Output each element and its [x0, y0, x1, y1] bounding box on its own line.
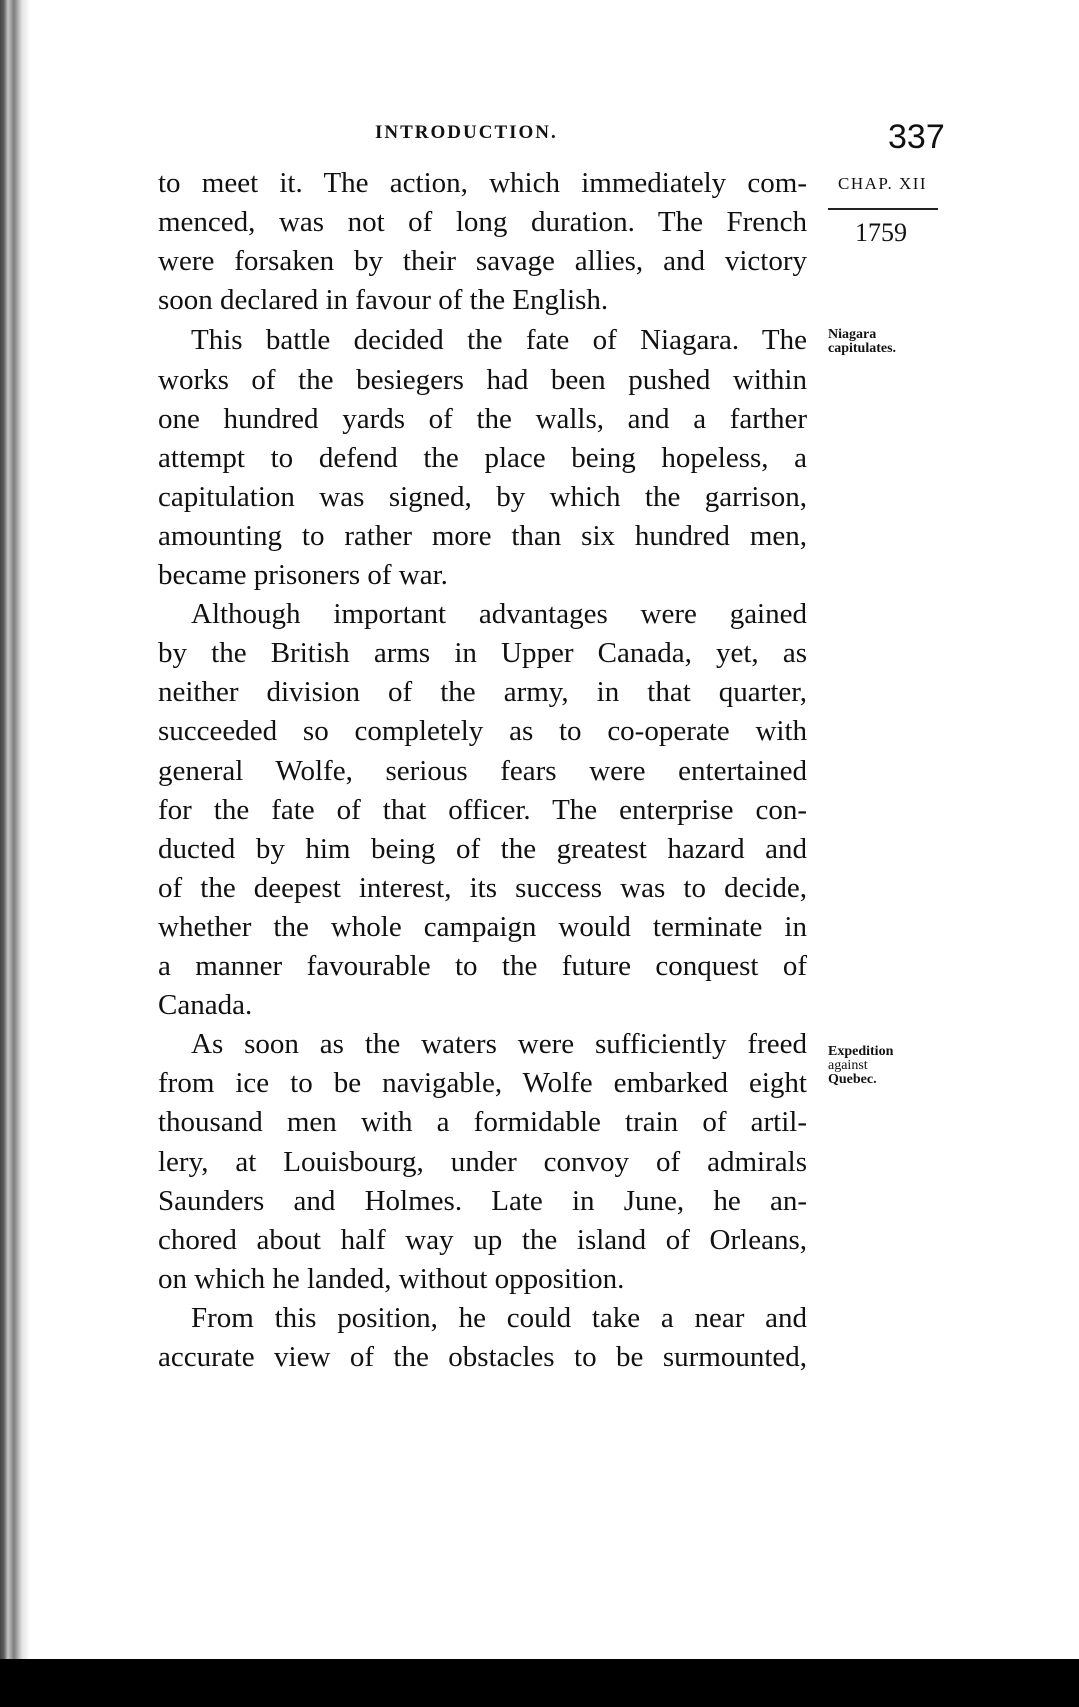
text-line: were forsaken by their savage allies, and victory: [158, 245, 807, 278]
margin-note-niagara: [828, 328, 896, 356]
text-line: Saunders and Holmes. Late in June, he an-: [158, 1184, 807, 1217]
chapter-label: CHAP. XII: [838, 174, 928, 193]
text-line: by the British arms in Upper Canada, yet, as: [158, 637, 807, 670]
margin-note-line: capitulates.: [828, 341, 897, 356]
text-line: Canada.: [158, 989, 253, 1022]
text-line: capitulation was signed, by which the garrison,: [158, 480, 807, 513]
running-title: INTRODUCTION.: [375, 122, 558, 143]
text-line: This battle decided the fate of Niagara. The: [191, 324, 807, 357]
text-line: neither division of the army, in that quarter,: [158, 676, 807, 709]
text-line: lery, at Louisbourg, under convoy of admirals: [158, 1145, 807, 1178]
text-line: became prisoners of war.: [158, 559, 448, 591]
text-line: one hundred yards of the walls, and a farther: [158, 402, 807, 435]
page-number: 337: [888, 118, 945, 156]
margin-rule: [828, 208, 938, 210]
margin-year: 1759: [855, 218, 907, 247]
text-line: ducted by him being of the greatest hazard and: [158, 832, 807, 865]
text-line: a manner favourable to the future conquest of: [158, 950, 807, 982]
text-line: accurate view of the obstacles to be surmounted,: [158, 1341, 807, 1373]
text-line: for the fate of that officer. The enterprise con-: [158, 793, 807, 826]
text-line: soon declared in favour of the English.: [158, 284, 609, 317]
text-line: on which he landed, without opposition.: [158, 1262, 625, 1295]
text-line: As soon as the waters were sufficiently freed: [191, 1028, 807, 1061]
text-line: Although important advantages were gained: [191, 598, 807, 631]
text-line: succeeded so completely as to co-operate with: [158, 715, 807, 748]
margin-note-quebec: [828, 1045, 893, 1087]
text-line: amounting to rather more than six hundred men,: [158, 519, 807, 552]
text-line: to meet it. The action, which immediately com-: [158, 167, 807, 199]
text-line: chored about half way up the island of Orleans,: [158, 1223, 807, 1256]
text-line: From this position, he could take a near and: [191, 1301, 807, 1334]
scan-bottom-edge: [0, 1659, 1079, 1707]
text-line: whether the whole campaign would terminate in: [158, 910, 807, 943]
text-line: general Wolfe, serious fears were entertained: [158, 754, 807, 787]
text-line: attempt to defend the place being hopeless, a: [158, 441, 807, 474]
text-line: thousand men with a formidable train of artil-: [158, 1106, 807, 1139]
margin-note-line: Niagara: [828, 327, 877, 342]
margin-note-line: against: [828, 1058, 868, 1073]
text-line: menced, was not of long duration. The French: [158, 206, 807, 239]
text-line: works of the besiegers had been pushed within: [158, 363, 807, 396]
page-binding-edge: [0, 0, 30, 1707]
margin-note-line: Expedition: [828, 1044, 894, 1059]
text-line: from ice to be navigable, Wolfe embarked eight: [158, 1067, 807, 1100]
margin-note-line: Quebec.: [828, 1072, 877, 1087]
text-line: of the deepest interest, its success was to decide,: [158, 871, 807, 904]
